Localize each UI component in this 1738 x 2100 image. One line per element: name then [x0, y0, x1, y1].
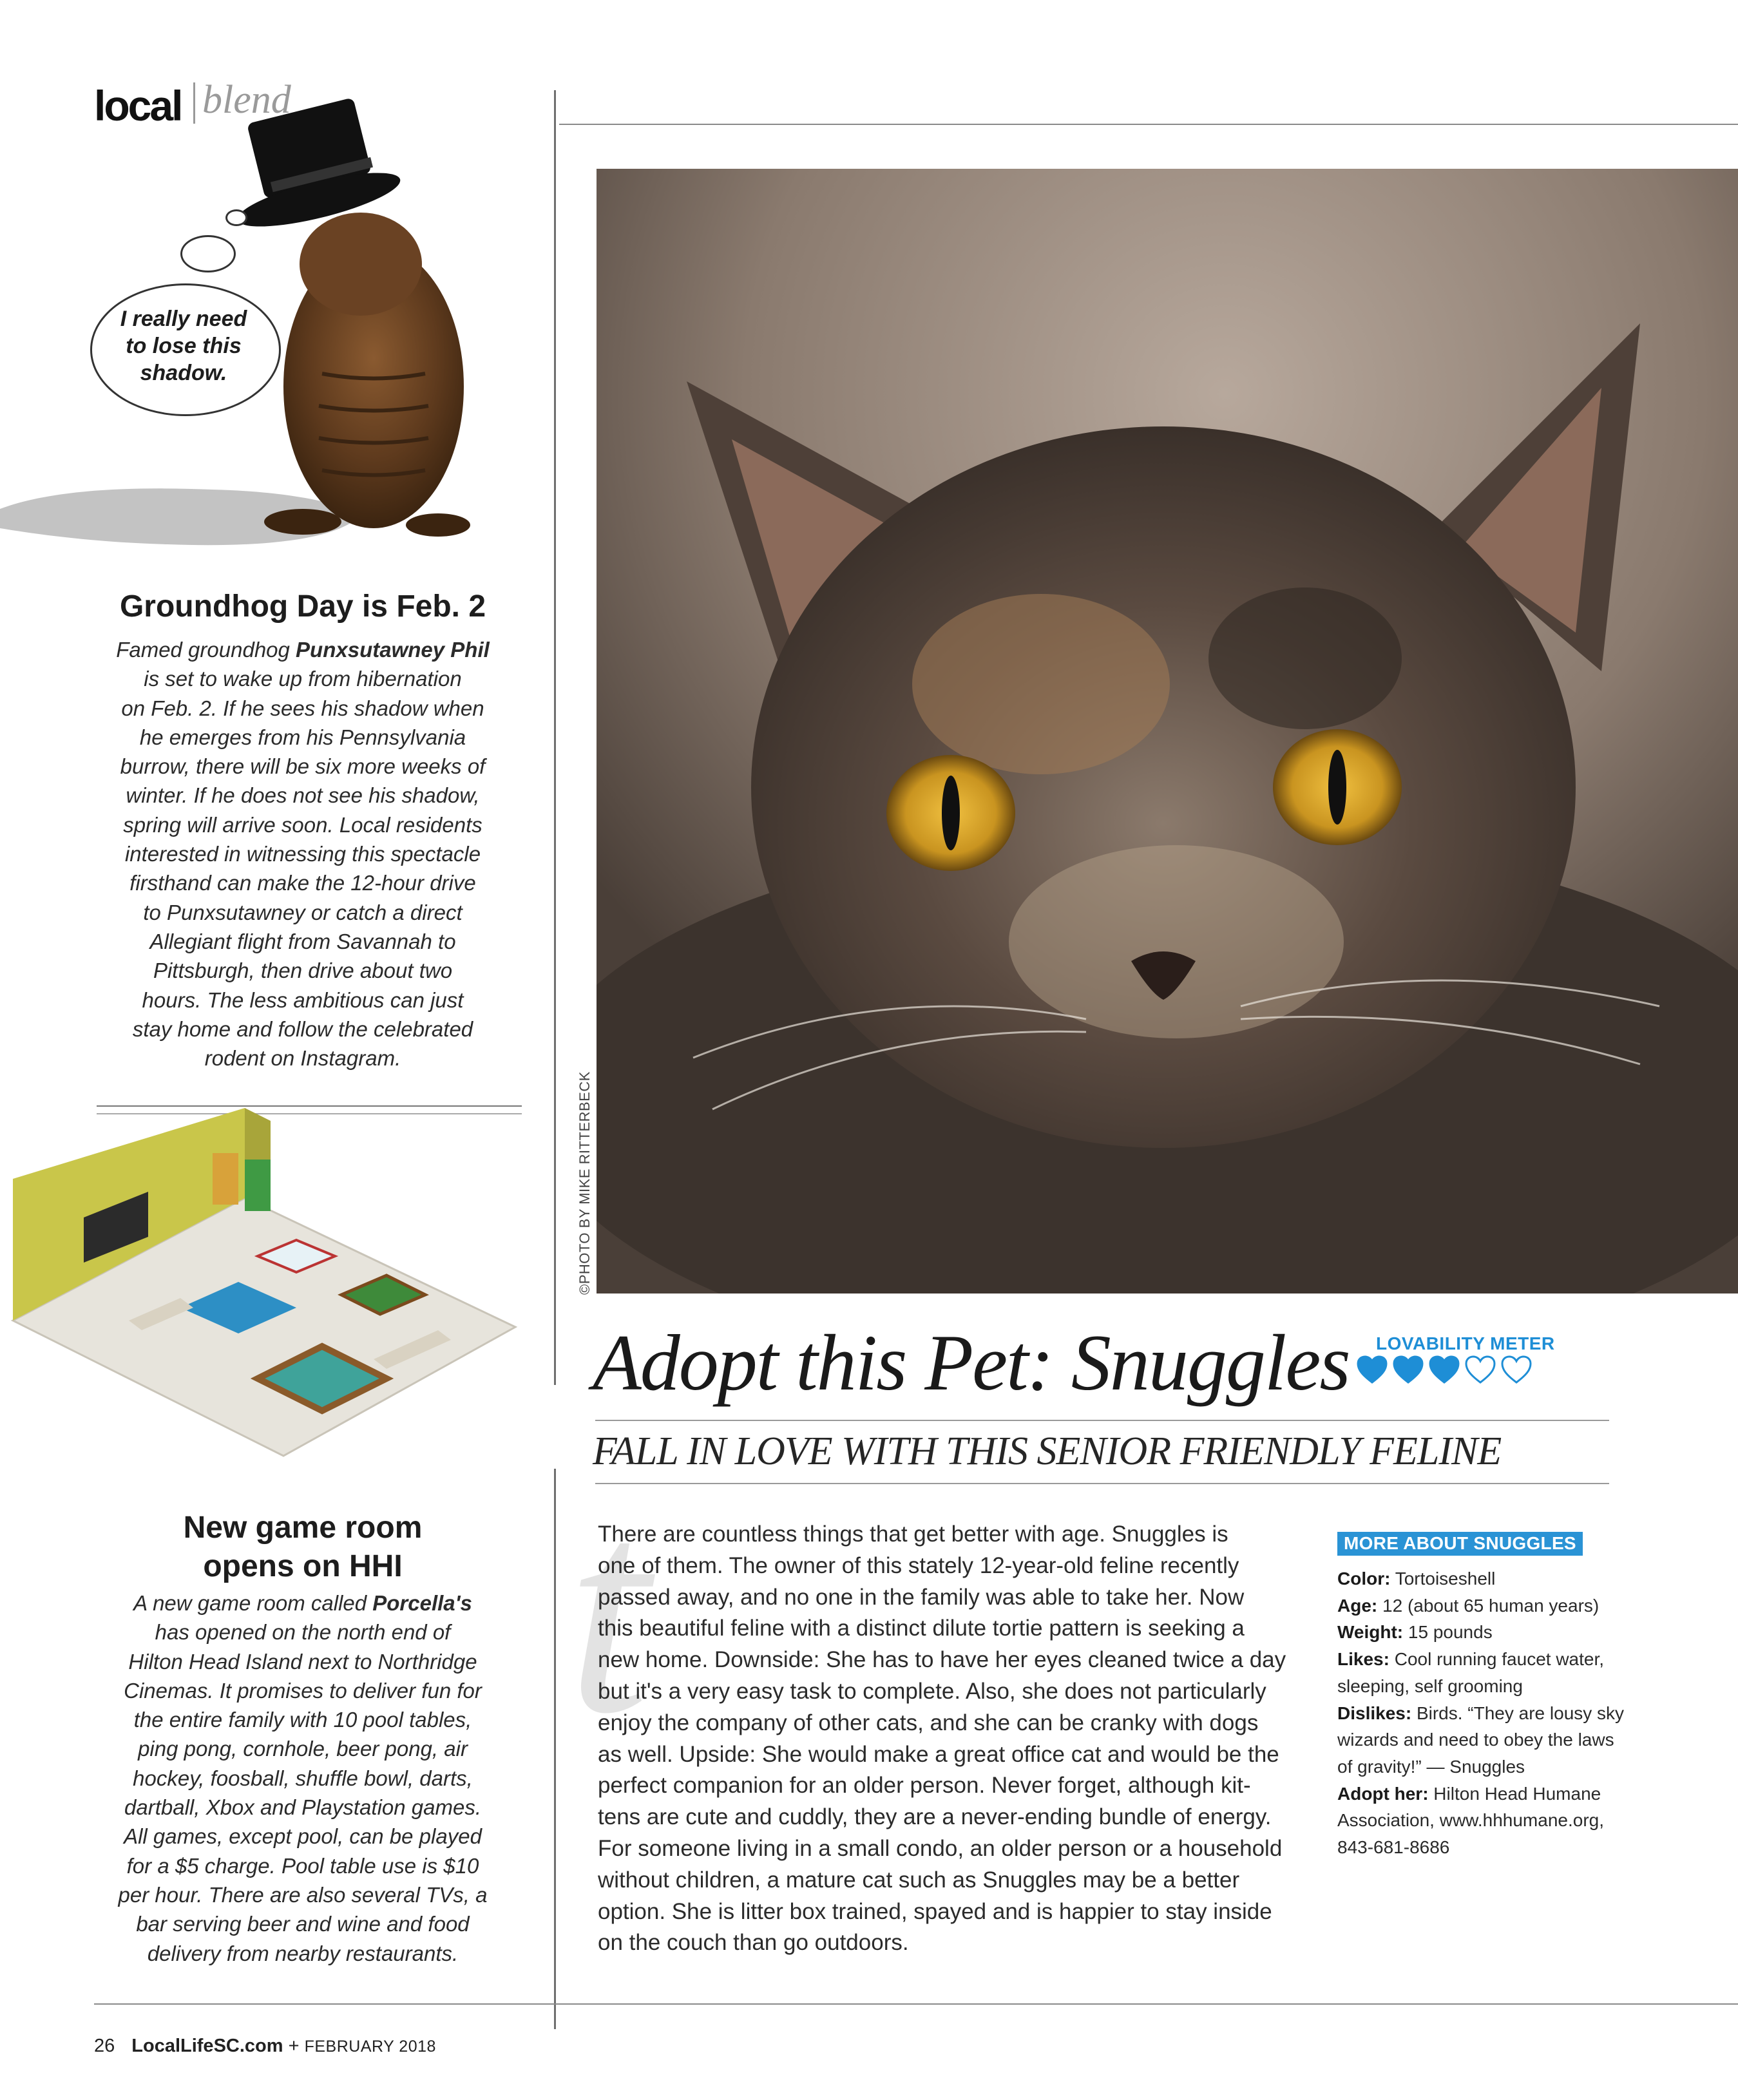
fact-dislikes	[1337, 1700, 1698, 1727]
body-line: hours. The less ambitious can just	[142, 988, 464, 1012]
article-line: perfect companion for an older person. Never forget, although kit-	[598, 1773, 1251, 1799]
gameroom-headline	[90, 1509, 515, 1586]
pet-facts	[1337, 1565, 1698, 1861]
body-bold-name: Punxsutawney Phil	[296, 638, 490, 662]
article-line: but it's a very easy task to complete. Also, she does not particularly	[598, 1678, 1266, 1704]
fact-label: Dislikes:	[1337, 1703, 1412, 1723]
body-line	[90, 635, 515, 664]
bubble-line: shadow.	[140, 361, 227, 385]
footer-site: LocalLifeSC.com	[131, 2036, 283, 2056]
article-line: new home. Downside: She has to have her eyes cleaned twice a day	[598, 1647, 1286, 1673]
body-line: he emerges from his Pennsylvania	[139, 725, 466, 749]
body-line: burrow, there will be six more weeks of	[120, 754, 486, 779]
fact-value: Birds. “They are lousy sky	[1411, 1703, 1625, 1723]
fact-color	[1337, 1565, 1698, 1592]
article-line: one of them. The owner of this stately 12-year-old feline recently	[598, 1552, 1239, 1578]
fact-dislikes-cont: wizards and need to obey the laws	[1337, 1730, 1614, 1750]
body-line: spring will arrive soon. Local residents	[123, 812, 482, 837]
body-line: Cinemas. It promises to deliver fun for	[124, 1678, 482, 1703]
section-divider-top	[97, 1105, 522, 1107]
article-line: There are countless things that get better with age. Snuggles is	[598, 1522, 1228, 1547]
heart-empty-icon	[1465, 1355, 1496, 1385]
subtitle-rule	[595, 1483, 1609, 1484]
drop-cap: t	[567, 1446, 649, 1775]
fact-label: Age:	[1337, 1595, 1378, 1616]
body-line: the entire family with 10 pool tables,	[133, 1708, 472, 1732]
game-room-illustration	[0, 1108, 528, 1494]
title-rule	[595, 1420, 1609, 1421]
bubble-line: I really need	[120, 307, 247, 331]
body-line	[90, 1589, 515, 1618]
body-line: for a $5 charge. Pool table use is $10	[126, 1853, 479, 1878]
pet-title: Adopt this Pet: Snuggles	[593, 1319, 1350, 1407]
body-line: is set to wake up from hibernation	[144, 667, 462, 691]
fact-age	[1337, 1592, 1698, 1619]
body-line: rodent on Instagram.	[204, 1046, 401, 1071]
pet-article	[598, 1519, 1306, 1959]
body-bold-name: Porcella's	[372, 1591, 472, 1615]
body-line: on Feb. 2. If he sees his shadow when	[121, 696, 484, 720]
body-line: delivery from nearby restaurants.	[147, 1941, 459, 1965]
more-about-label: MORE ABOUT SNUGGLES	[1337, 1532, 1583, 1556]
footer-date: FEBRUARY 2018	[304, 2038, 436, 2056]
body-line: bar serving beer and wine and food	[136, 1912, 470, 1936]
heart-empty-icon	[1501, 1355, 1532, 1385]
footer-separator: +	[283, 2036, 305, 2056]
fact-value: Cool running faucet water,	[1389, 1649, 1605, 1670]
article-line: tens are cute and cuddly, they are a never-ending bundle of energy.	[598, 1804, 1272, 1830]
body-line: firsthand can make the 12-hour drive	[129, 871, 476, 895]
article-line: option. She is litter box trained, spayed and is happier to stay inside	[598, 1898, 1272, 1924]
fact-dislikes-cont: of gravity!” — Snuggles	[1337, 1756, 1525, 1777]
brand-local: local	[94, 82, 182, 129]
body-line: stay home and follow the celebrated	[132, 1017, 473, 1041]
fact-adopt-cont: Association, www.hhhumane.org,	[1337, 1810, 1604, 1831]
thought-dot-large	[180, 235, 236, 272]
photo-credit: ©PHOTO BY MIKE RITTERBECK	[577, 1071, 593, 1295]
headline-line: opens on HHI	[203, 1549, 403, 1583]
fact-adopt	[1337, 1780, 1698, 1808]
thought-dot-small	[225, 209, 247, 226]
article-line: For someone living in a small condo, an older person or a household	[598, 1835, 1283, 1861]
fact-label: Adopt her:	[1337, 1783, 1429, 1804]
page-footer	[94, 2036, 436, 2057]
groundhog-body	[90, 635, 515, 1073]
heart-filled-icon	[1429, 1355, 1460, 1385]
body-text: A new game room called	[133, 1591, 373, 1615]
body-line: hockey, foosball, shuffle bowl, darts,	[133, 1766, 473, 1790]
page-number: 26	[94, 2036, 115, 2056]
lovability-meter	[1357, 1355, 1532, 1385]
headline-line: New game room	[183, 1511, 423, 1545]
cat-photo	[597, 169, 1738, 1293]
fact-label: Likes:	[1337, 1649, 1389, 1670]
article-line: as well. Upside: She would make a great office cat and would be the	[598, 1741, 1279, 1767]
body-text: Famed groundhog	[116, 638, 296, 662]
pet-subtitle: FALL IN LOVE WITH THIS SENIOR FRIENDLY FELINE	[593, 1429, 1502, 1473]
article-line: passed away, and no one in the family was able to take her. Now	[598, 1584, 1245, 1610]
body-line: per hour. There are also several TVs, a	[118, 1882, 488, 1907]
body-line: to Punxsutawney or catch a direct	[143, 900, 463, 924]
column-divider-top	[554, 90, 556, 1385]
fact-value: 15 pounds	[1403, 1622, 1493, 1643]
body-line: Hilton Head Island next to Northridge	[128, 1649, 477, 1674]
fact-likes	[1337, 1646, 1698, 1673]
column-divider-bottom	[554, 1469, 556, 2029]
fact-value: 12 (about 65 human years)	[1377, 1595, 1600, 1616]
body-line: winter. If he does not see his shadow,	[126, 783, 480, 808]
fact-label: Color:	[1337, 1569, 1391, 1589]
groundhog-headline: Groundhog Day is Feb. 2	[119, 589, 486, 624]
fact-adopt-cont: 843-681-8686	[1337, 1837, 1450, 1858]
body-line: interested in witnessing this spectacle	[124, 842, 481, 866]
fact-likes-cont: sleeping, self grooming	[1337, 1675, 1523, 1696]
article-line: without children, a mature cat such as Snuggles may be a better	[598, 1867, 1240, 1893]
brand-blend: blend	[202, 78, 291, 122]
body-line: All games, except pool, can be played	[124, 1824, 482, 1849]
body-line: has opened on the north end of	[155, 1620, 451, 1645]
article-line: on the couch than go outdoors.	[598, 1930, 909, 1956]
body-line: Allegiant flight from Savannah to	[149, 929, 456, 953]
article-line: enjoy the company of other cats, and she can be cranky with dogs	[598, 1710, 1259, 1735]
fact-value: Tortoiseshell	[1390, 1569, 1496, 1589]
body-line: ping pong, cornhole, beer pong, air	[138, 1737, 468, 1761]
bubble-line: to lose this	[126, 334, 242, 358]
body-line: dartball, Xbox and Playstation games.	[124, 1795, 481, 1820]
gameroom-body	[90, 1589, 515, 1968]
article-line: this beautiful feline with a distinct dilute tortie pattern is seeking a	[598, 1616, 1245, 1641]
heart-filled-icon	[1357, 1355, 1388, 1385]
footer-rule	[94, 2003, 1738, 2005]
header-rule	[559, 124, 1738, 125]
fact-value: Hilton Head Humane	[1428, 1783, 1601, 1804]
body-line: Pittsburgh, then drive about two	[153, 959, 453, 983]
fact-label: Weight:	[1337, 1622, 1404, 1643]
heart-filled-icon	[1393, 1355, 1424, 1385]
speech-bubble-text	[97, 305, 271, 387]
fact-weight	[1337, 1619, 1698, 1646]
lovability-meter-label: LOVABILITY METER	[1376, 1333, 1555, 1353]
